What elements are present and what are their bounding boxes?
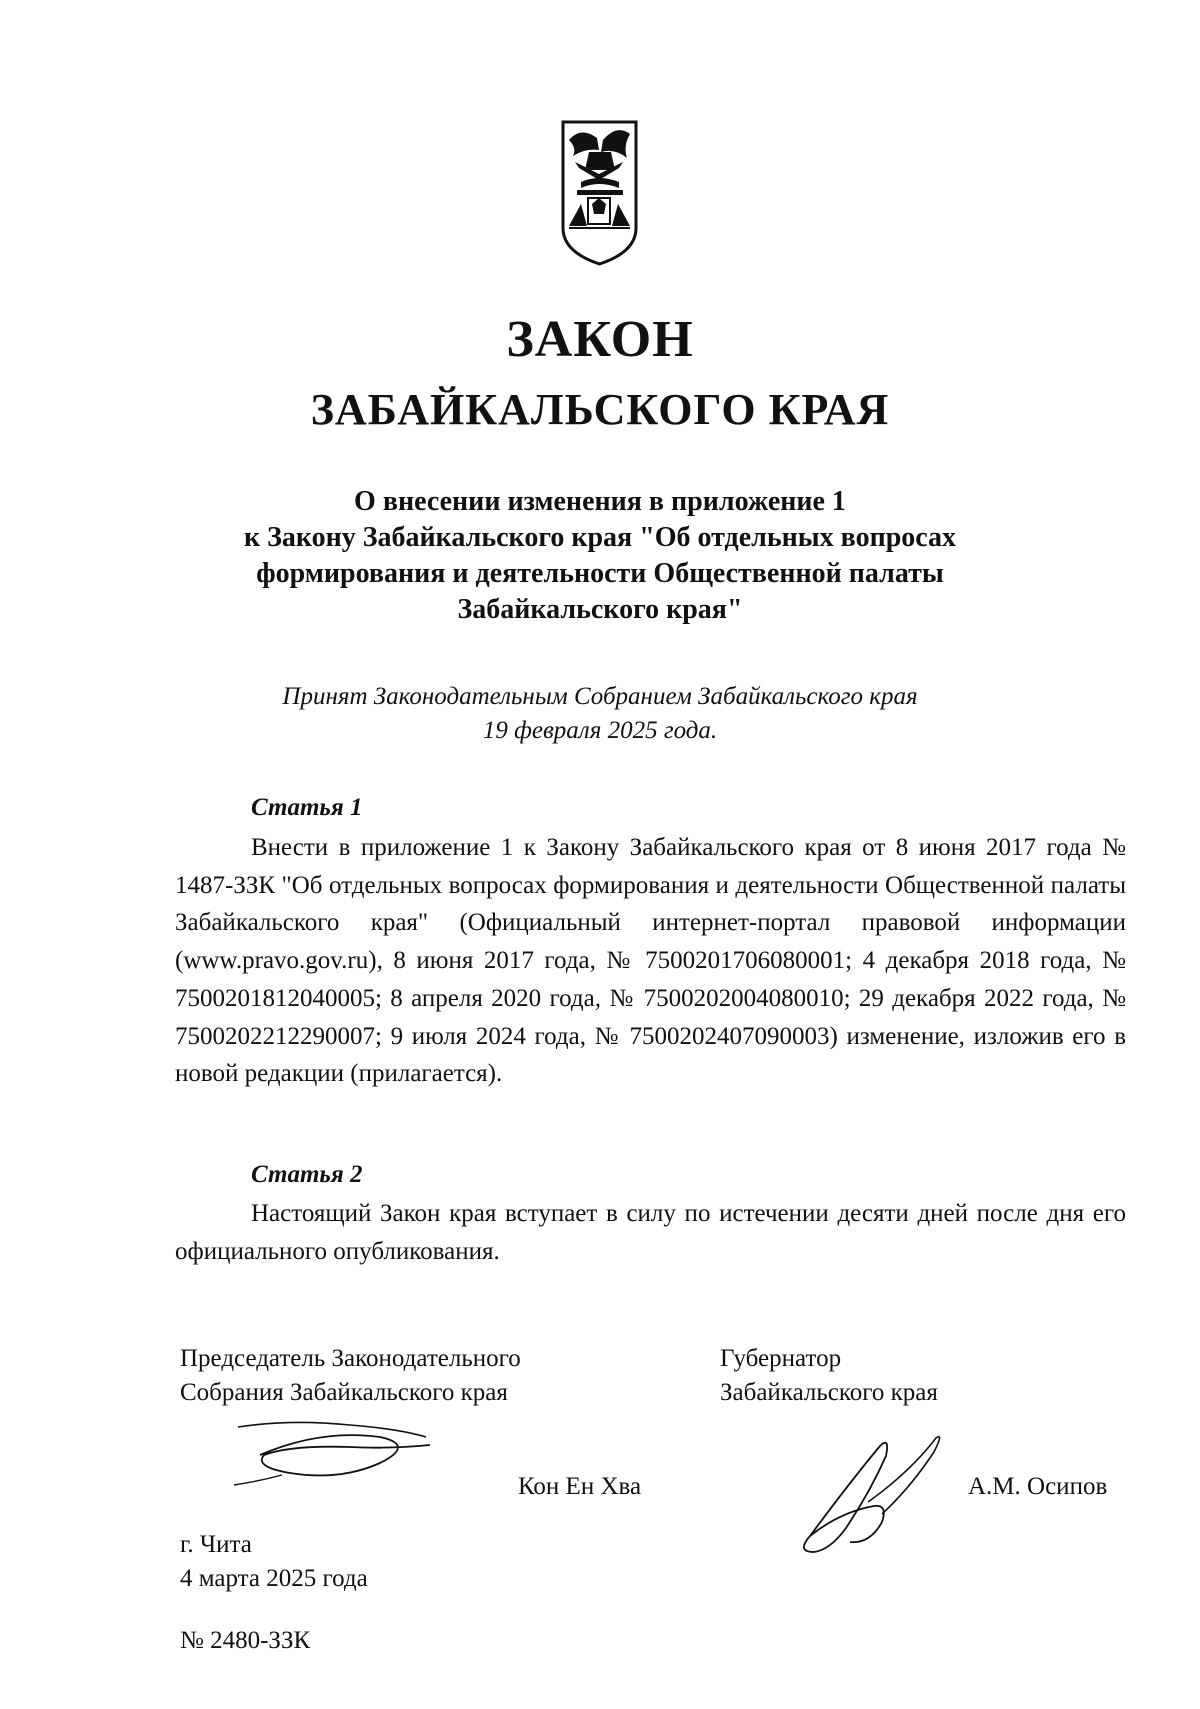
coat-of-arms-icon — [559, 118, 640, 268]
chair-position-line: Председатель Законодательного — [180, 1345, 521, 1372]
law-number: № 2480-ЗЗК — [180, 1627, 311, 1654]
chair-signature-icon — [230, 1415, 440, 1495]
article-2-text: Настоящий Закон края вступает в силу по истечении десяти дней после дня его официального опубликования. — [175, 1200, 1126, 1265]
region-title: ЗАБАЙКАЛЬСКОГО КРАЯ — [310, 385, 890, 434]
place-and-date — [180, 1528, 368, 1596]
governor-signature-icon — [790, 1432, 960, 1562]
subject-line: О внесении изменения в приложение 1 — [354, 486, 846, 517]
article-2-body — [175, 1195, 1126, 1270]
adoption-line: Принят Законодательным Собранием Забайкальского края — [282, 683, 918, 710]
city: г. Чита — [180, 1531, 252, 1558]
article-1-heading: Статья 1 — [251, 794, 363, 821]
adoption-note — [150, 680, 1050, 748]
governor-position — [720, 1342, 938, 1410]
signing-date: 4 марта 2025 года — [180, 1565, 368, 1592]
chair-position-line: Собрания Забайкальского края — [180, 1379, 508, 1406]
law-title: ЗАКОН — [506, 311, 694, 368]
article-2-heading: Статья 2 — [251, 1161, 363, 1188]
subject-line: формирования и деятельности Общественной палаты — [256, 558, 944, 589]
article-1-body — [175, 829, 1126, 1093]
governor-position-line: Забайкальского края — [720, 1379, 938, 1406]
subject-line: Забайкальского края" — [457, 594, 743, 625]
adoption-line: 19 февраля 2025 года. — [482, 717, 718, 744]
governor-name: А.М. Осипов — [968, 1473, 1108, 1500]
chair-name: Кон Ен Хва — [518, 1473, 642, 1500]
chair-position — [180, 1342, 521, 1410]
law-subject — [150, 484, 1050, 628]
governor-position-line: Губернатор — [720, 1345, 842, 1372]
subject-line: к Закону Забайкальского края "Об отдельных вопросах — [243, 522, 957, 553]
article-1-text: Внести в приложение 1 к Закону Забайкальского края от 8 июня 2017 года № 1487-ЗЗК "Об отдельных вопросах формирования и деятельности Общественной палаты Забайкальского края" (Официальный интернет-портал правовой информации (www.pravo.gov.ru), 8 июня 2017 года, № 7500201706080001; 4 декабря 2018 года, № 7500201812040005; 8 апреля 2020 года, № 7500202004080010; 29 декабря 2022 года, № 7500202212290007; 9 июля 2024 года, № 7500202407090003) изменение, изложив его в новой редакции (прилагается). — [175, 834, 1126, 1088]
